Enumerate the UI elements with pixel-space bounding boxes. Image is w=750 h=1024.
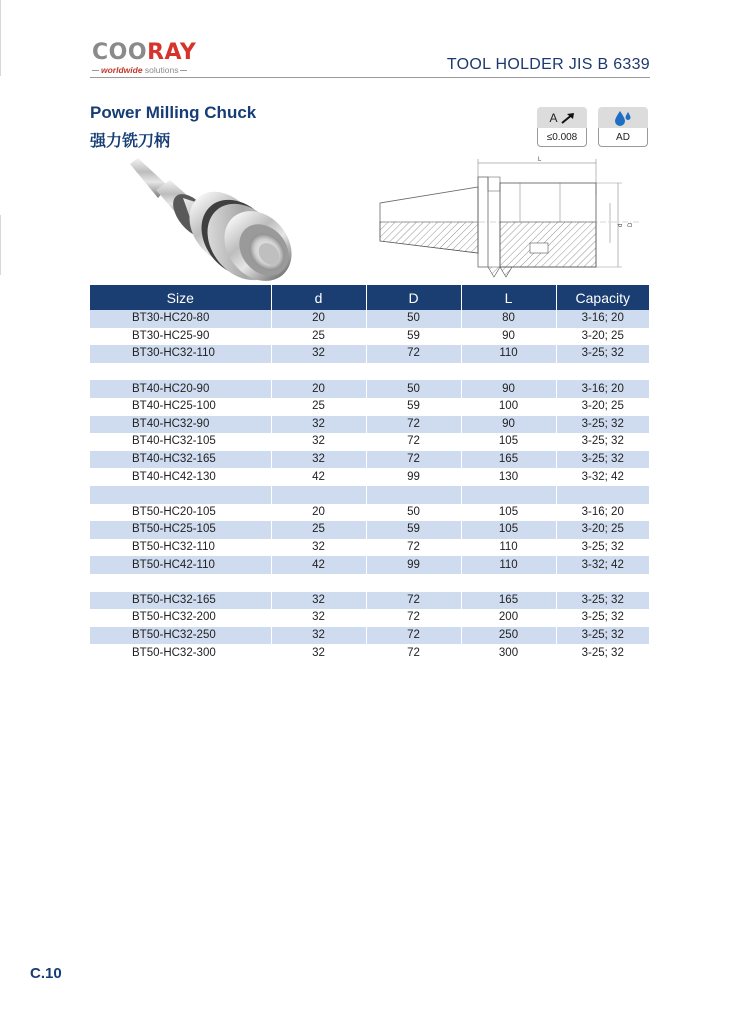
cell-d: 32 — [271, 644, 366, 662]
cell-size: BT50-HC32-200 — [90, 609, 271, 627]
table-header-row — [90, 285, 649, 310]
cell-d: 42 — [271, 556, 366, 574]
cell-D: 72 — [366, 416, 461, 434]
tagline-rest: solutions — [142, 65, 179, 75]
runout-badge-value: ≤0.008 — [537, 128, 587, 147]
cell-capacity: 3-32; 42 — [556, 468, 649, 486]
cell-capacity: 3-25; 32 — [556, 644, 649, 662]
cell-size: BT50-HC20-105 — [90, 504, 271, 522]
cell-d: 32 — [271, 451, 366, 469]
cell-L: 165 — [461, 451, 556, 469]
brand-word-grey: COO — [92, 40, 148, 65]
spec-table — [90, 285, 649, 662]
table-row — [90, 398, 649, 416]
cell-capacity: 3-25; 32 — [556, 609, 649, 627]
table-row — [90, 380, 649, 398]
cell-d: 20 — [271, 504, 366, 522]
cell-capacity: 3-16; 20 — [556, 310, 649, 328]
brand-logo — [92, 42, 196, 75]
cell-capacity: 3-25; 32 — [556, 539, 649, 557]
cell-d: 20 — [271, 380, 366, 398]
cell-D: 59 — [366, 398, 461, 416]
cell-size: BT50-HC42-110 — [90, 556, 271, 574]
table-row — [90, 539, 649, 557]
cell-d: 32 — [271, 609, 366, 627]
cell-L: 110 — [461, 539, 556, 557]
table-row — [90, 328, 649, 346]
runout-badge-letter: A — [549, 110, 558, 125]
cell-size: BT40-HC32-165 — [90, 451, 271, 469]
cell-D: 59 — [366, 328, 461, 346]
cell-L: 105 — [461, 504, 556, 522]
cell-L: 250 — [461, 627, 556, 645]
cell-L: 100 — [461, 398, 556, 416]
cell-size: BT30-HC32-110 — [90, 345, 271, 363]
cell-d: 42 — [271, 468, 366, 486]
cell-d: 25 — [271, 328, 366, 346]
table-row — [90, 574, 649, 592]
cell-D: 99 — [366, 556, 461, 574]
product-title-cn: 强力铣刀柄 — [90, 131, 171, 150]
cell-size: BT50-HC32-110 — [90, 539, 271, 557]
runout-badge — [537, 107, 587, 147]
cell-capacity: 3-32; 42 — [556, 556, 649, 574]
table-row — [90, 504, 649, 522]
inner-diameter-label: d — [618, 223, 624, 227]
cell-size: BT30-HC20-80 — [90, 310, 271, 328]
cell-d — [271, 574, 366, 592]
cell-D: 50 — [366, 310, 461, 328]
cell-capacity — [556, 486, 649, 504]
cell-L — [461, 574, 556, 592]
table-row — [90, 468, 649, 486]
table-row — [90, 592, 649, 610]
cell-size: BT40-HC20-90 — [90, 380, 271, 398]
tagline-bold: worldwide — [101, 65, 143, 75]
cell-D: 72 — [366, 627, 461, 645]
cell-d: 32 — [271, 627, 366, 645]
cell-size: BT40-HC32-105 — [90, 433, 271, 451]
technical-drawing — [370, 155, 650, 285]
cell-d: 25 — [271, 398, 366, 416]
brand-word-red: RAY — [147, 40, 197, 65]
table-row — [90, 486, 649, 504]
cell-size — [90, 486, 271, 504]
product-photo — [128, 150, 298, 290]
outer-diameter-label: D — [628, 222, 634, 227]
table-row — [90, 416, 649, 434]
cell-L: 110 — [461, 556, 556, 574]
cell-size: BT50-HC32-165 — [90, 592, 271, 610]
cell-d — [271, 363, 366, 381]
cell-size: BT50-HC25-105 — [90, 521, 271, 539]
cell-capacity: 3-16; 20 — [556, 504, 649, 522]
cell-capacity: 3-25; 32 — [556, 345, 649, 363]
cell-capacity: 3-20; 25 — [556, 521, 649, 539]
column-header-capacity: Capacity — [556, 285, 649, 310]
cell-L: 200 — [461, 609, 556, 627]
catalog-section-title: TOOL HOLDER JIS B 6339 — [446, 56, 650, 73]
cell-L: 90 — [461, 328, 556, 346]
cell-L: 130 — [461, 468, 556, 486]
cell-size: BT30-HC25-90 — [90, 328, 271, 346]
cell-D: 50 — [366, 380, 461, 398]
cell-L: 90 — [461, 416, 556, 434]
coolant-drops-icon — [613, 110, 633, 126]
length-label: L — [538, 157, 542, 163]
cell-capacity: 3-25; 32 — [556, 433, 649, 451]
page-number: C.10 — [30, 965, 62, 982]
cell-D: 59 — [366, 521, 461, 539]
cell-capacity — [556, 363, 649, 381]
table-row — [90, 556, 649, 574]
column-header-L: L — [461, 285, 556, 310]
cell-size — [90, 574, 271, 592]
cell-L: 300 — [461, 644, 556, 662]
cell-capacity: 3-25; 32 — [556, 592, 649, 610]
cell-capacity: 3-20; 25 — [556, 328, 649, 346]
table-row — [90, 310, 649, 328]
cell-d — [271, 486, 366, 504]
cell-d: 32 — [271, 539, 366, 557]
table-row — [90, 345, 649, 363]
coolant-badge — [598, 107, 648, 147]
cell-size: BT50-HC32-250 — [90, 627, 271, 645]
cell-D: 99 — [366, 468, 461, 486]
runout-arrow-icon — [561, 112, 575, 124]
cell-D: 72 — [366, 451, 461, 469]
cell-capacity: 3-25; 32 — [556, 451, 649, 469]
cell-d: 32 — [271, 592, 366, 610]
column-header-d: d — [271, 285, 366, 310]
brand-tagline — [92, 65, 196, 75]
cell-d: 32 — [271, 345, 366, 363]
cell-L: 105 — [461, 521, 556, 539]
cell-size: BT50-HC32-300 — [90, 644, 271, 662]
cell-size: BT40-HC32-90 — [90, 416, 271, 434]
table-row — [90, 609, 649, 627]
crop-mark-middle — [0, 215, 1, 275]
cell-D: 72 — [366, 644, 461, 662]
cell-D: 72 — [366, 539, 461, 557]
cell-D — [366, 574, 461, 592]
cell-L: 80 — [461, 310, 556, 328]
cell-size: BT40-HC25-100 — [90, 398, 271, 416]
product-title-en: Power Milling Chuck — [90, 103, 257, 122]
cell-L: 110 — [461, 345, 556, 363]
cell-d: 32 — [271, 416, 366, 434]
cell-L — [461, 486, 556, 504]
table-row — [90, 363, 649, 381]
cell-D: 72 — [366, 433, 461, 451]
cell-size: BT40-HC42-130 — [90, 468, 271, 486]
cell-D — [366, 363, 461, 381]
cell-capacity — [556, 574, 649, 592]
cell-D: 72 — [366, 345, 461, 363]
cell-L: 90 — [461, 380, 556, 398]
column-header-size: Size — [90, 285, 271, 310]
cell-capacity: 3-16; 20 — [556, 380, 649, 398]
cell-D: 50 — [366, 504, 461, 522]
table-row — [90, 433, 649, 451]
table-row — [90, 521, 649, 539]
table-row — [90, 627, 649, 645]
crop-mark-top — [0, 0, 1, 76]
cell-d: 32 — [271, 433, 366, 451]
table-row — [90, 451, 649, 469]
brand-wordmark — [92, 42, 196, 64]
cell-D — [366, 486, 461, 504]
cell-size — [90, 363, 271, 381]
cell-L: 165 — [461, 592, 556, 610]
cell-D: 72 — [366, 609, 461, 627]
cell-d: 25 — [271, 521, 366, 539]
table-row — [90, 644, 649, 662]
cell-L: 105 — [461, 433, 556, 451]
cell-capacity: 3-25; 32 — [556, 416, 649, 434]
cell-d: 20 — [271, 310, 366, 328]
cell-L — [461, 363, 556, 381]
cell-capacity: 3-25; 32 — [556, 627, 649, 645]
header-divider — [90, 77, 650, 78]
cell-capacity: 3-20; 25 — [556, 398, 649, 416]
cell-D: 72 — [366, 592, 461, 610]
column-header-D: D — [366, 285, 461, 310]
coolant-badge-value: AD — [598, 128, 648, 147]
